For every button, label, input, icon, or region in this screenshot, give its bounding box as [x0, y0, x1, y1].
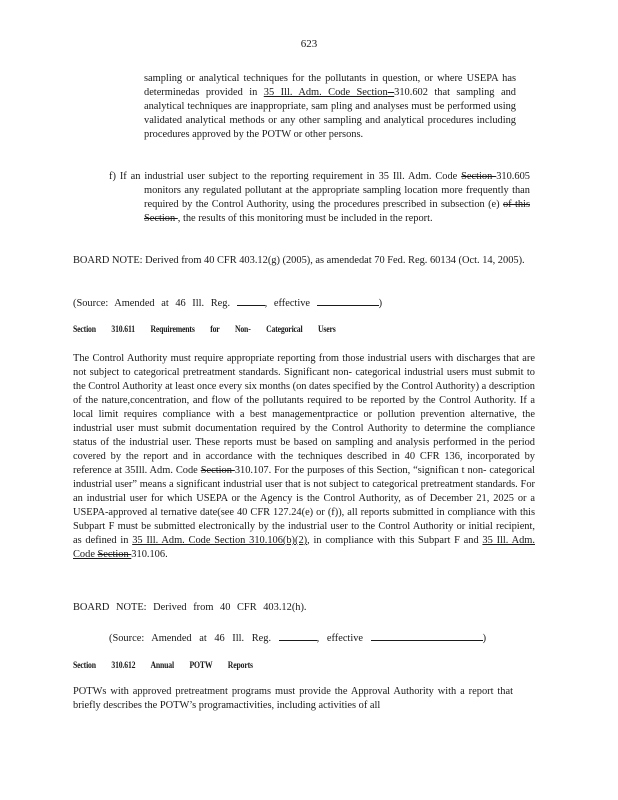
- blank-line: [279, 630, 317, 641]
- subsection-f: f) If an industrial user subject to the reporting requirement in 35 Ill. Adm. Code Section 310.605 monitors any regulated pollutant at the appropriate sampling location more frequently than required by the Control Authority, using the procedures prescribed in subsection (e) of this Section , the results of this monitoring must be included in the report.: [109, 171, 530, 224]
- page-number: 623: [300, 38, 318, 50]
- strikethrough-text: Section: [461, 171, 497, 182]
- board-note-1: BOARD NOTE: Derived from 40 CFR 403.12(g) (2005), as amendedat 70 Fed. Reg. 60134 (Oct. 14, 2005).: [73, 255, 525, 266]
- blank-line: [237, 295, 265, 306]
- section-310-612-body: POTWs with approved pretreatment programs must provide the Approval Authority with a report that briefly describes the POTW’s programactivities, including activities of all: [73, 686, 513, 711]
- strikethrough-text: of this Section: [144, 199, 530, 224]
- board-note-2: BOARD NOTE: Derived from 40 CFR 403.12(h).: [73, 602, 307, 613]
- blank-line: [371, 630, 483, 641]
- strikethrough-text: Section: [200, 465, 235, 476]
- blank-line: [317, 295, 379, 306]
- section-310-611-body: The Control Authority must require appropriate reporting from those industrial users with discharges that are not subject to categorical pretreatment standards. Significant non- categorical industrial users must submit to the Control Authority at least once every six months (on dates specified by the Control Authority) a description of the nature,concentration, and flow of the pollutants required to be reported by the Control Authority. If a local limit requires compliance with a best managementpractice or pollution prevention alternative, the industrial user must submit documentation required by the Control Authority to determine the compliance status of the industrial user. These reports must be based on sampling and analysis performed in the period covered by the report and in accordance with the techniques described in 40 CFR 136, incorporated by reference at 35Ill. Adm. Code Section 310.107. For the purposes of this Section, “significan t non- categorical industrial user” means a significant industrial user that is not subject to categorical pretreatment standards. For an industrial user for which USEPA or the Agency is the Control Authority, as of December 21, 2025 or a USEPA-approved al ternative date(see 40 CFR 127.24(e) or (f)), all reports submitted in compliance with this Subpart F must be submitted electronically by the industrial user to the Control Authority or initial recipient, as defined in 35 Ill. Adm. Code Section 310.106(b)(2), in compliance with this Subpart F and 35 Ill. Adm. Code Section 310.106.: [73, 353, 536, 560]
- source-note-2: (Source: Amended at 46 Ill. Reg. , effective ): [109, 630, 539, 646]
- underlined-citation: 35 Ill. Adm. Code Section: [73, 535, 535, 560]
- code-citation-underlined: 35 Ill. Adm. Code Section: [263, 87, 388, 98]
- section-310-612-heading: Section 310.612 Annual POTW Reports: [73, 660, 253, 670]
- paragraph-e-continuation: sampling or analytical techniques for the pollutants in question, or where USEPA has determinedas provided in 35 Ill. Adm. Code Section 310.602 that sampling and analytical techniques are inappropriate, sam pling and analyses must be performed using validated analytical methods or any other sampling and analytical procedures including procedures approved by the POTW or other persons.: [144, 73, 516, 140]
- section-310-611-heading: Section 310.611 Requirements for Non- Categorical Users: [73, 324, 336, 334]
- underlined-citation: 35 Ill. Adm. Code Section 310.106(b)(2): [132, 535, 308, 546]
- source-note-1: (Source: Amended at 46 Ill. Reg. , effective ): [73, 295, 531, 311]
